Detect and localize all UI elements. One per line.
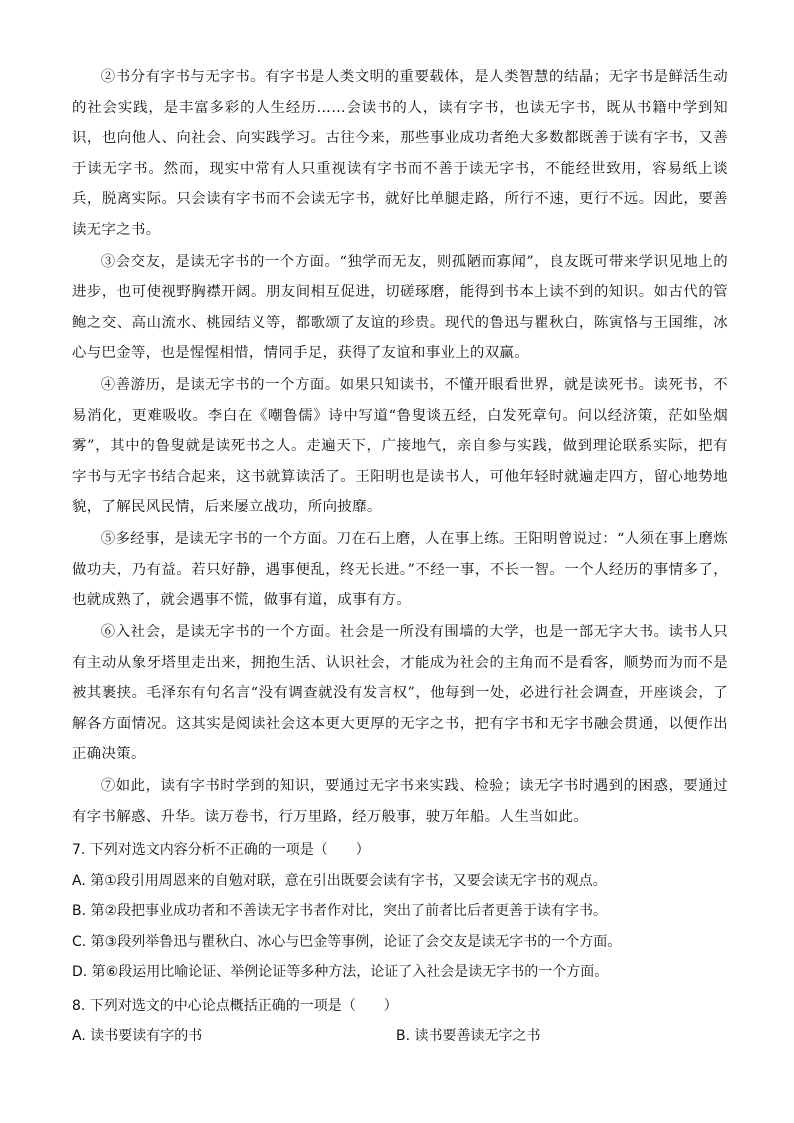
question-8 — [72, 991, 728, 1052]
question-7-option-a: A. 第①段引用周恩来的自勉对联，意在引出既要会读有字书，又要会读无字书的观点。 — [72, 872, 607, 889]
question-8-option-b: B. 读书要善读无字之书 — [396, 1028, 541, 1044]
question-7-option-c: C. 第③段列举鲁迅与瞿秋白、冰心与巴金等事例，论证了会交友是读无字书的一个方面。 — [72, 933, 622, 950]
paragraph-6: ⑥入社会，是读无字书的一个方面。社会是一所没有围墙的大学，也是一部无字大书。读书人只有主动从象牙塔里走出来，拥抱生活、认识社会，才能成为社会的主角而不是看客，顺势而为而不是被其裹挟。毛泽东有句名言“没有调查就没有发言权”，他每到一处，必进行社会调查，开座谈会，了解各方面情况。这其实是阅读社会这本更大更厚的无字之书，把有字书和无字书融会贯通，以便作出正确决策。 — [72, 624, 728, 762]
paragraph-7: ⑦如此，读有字书时学到的知识，要通过无字书来实践、检验；读无字书时遇到的困惑，要通过有字书解惑、升华。读万卷书，行万里路，经万般事，驶万年船。人生当如此。 — [72, 778, 728, 825]
paragraph-2: ②书分有字书与无字书。有字书是人类文明的重要载体，是人类智慧的结晶；无字书是鲜活生动的社会实践，是丰富多彩的人生经历……会读书的人，读有字书，也读无字书，既从书籍中学到知识，也向他人、向社会、向实践学习。古往今来，那些事业成功者绝大多数都既善于读有字书，又善于读无字书。然而，现实中常有人只重视读有字书而不善于读无字书，不能经世致用，容易纸上谈兵，脱离实际。只会读有字书而不会读无字书，就好比单腿走路，所行不速，更行不远。因此，要善读无字之书。 — [72, 69, 728, 238]
paragraph-4: ④善游历，是读无字书的一个方面。如果只知读书，不懂开眼看世界，就是读死书。读死书，不易消化，更难吸收。李白在《嘲鲁儒》诗中写道“鲁叟谈五经，白发死章句。问以经济策，茫如坠烟雾”，其中的鲁叟就是读死书之人。走遍天下，广接地气，亲自参与实践，做到理论联系实际，把有字书与无字书结合起来，这书就算读活了。王阳明也是读书人，可他年轻时就遍走四方，留心地势地貌，了解民风民情，后来屡立战功，所向披靡。 — [72, 377, 728, 515]
question-7 — [72, 835, 728, 988]
paragraph-5: ⑤多经事，是读无字书的一个方面。刀在石上磨，人在事上练。王阳明曾说过：“人须在事上磨炼做功夫，乃有益。若只好静，遇事便乱，终无长进。”不经一事，不长一智。一个人经历的事情多了，也就成熟了，就会遇事不慌，做事有道，成事有方。 — [72, 531, 728, 608]
paragraph-3: ③会交友，是读无字书的一个方面。“独学而无友，则孤陋而寡闻”，良友既可带来学识见地上的进步，也可使视野胸襟开阔。朋友间相互促进，切磋琢磨，能得到书本上读不到的知识。如古代的管鲍之交、高山流水、桃园结义等，都歌颂了友谊的珍贵。现代的鲁迅与瞿秋白，陈寅恪与王国维，冰心与巴金等，也是惺惺相惜，情同手足，获得了友谊和事业上的双赢。 — [72, 253, 728, 361]
question-7-stem: 7. 下列对选文内容分析不正确的一项是（ ） — [72, 842, 370, 858]
exam-page — [72, 62, 728, 1052]
question-8-stem: 8. 下列对选文的中心论点概括正确的一项是（ ） — [72, 997, 398, 1014]
question-7-option-b: B. 第②段把事业成功者和不善读无字书者作对比，突出了前者比后者更善于读有字书。 — [72, 903, 608, 919]
question-8-options — [72, 1021, 728, 1052]
question-8-option-a: A. 读书要读有字的书 — [72, 1028, 203, 1044]
question-7-option-d: D. 第⑥段运用比喻论证、举例论证等多种方法，论证了入社会是读无字书的一个方面。 — [72, 964, 609, 980]
passage — [72, 62, 728, 832]
